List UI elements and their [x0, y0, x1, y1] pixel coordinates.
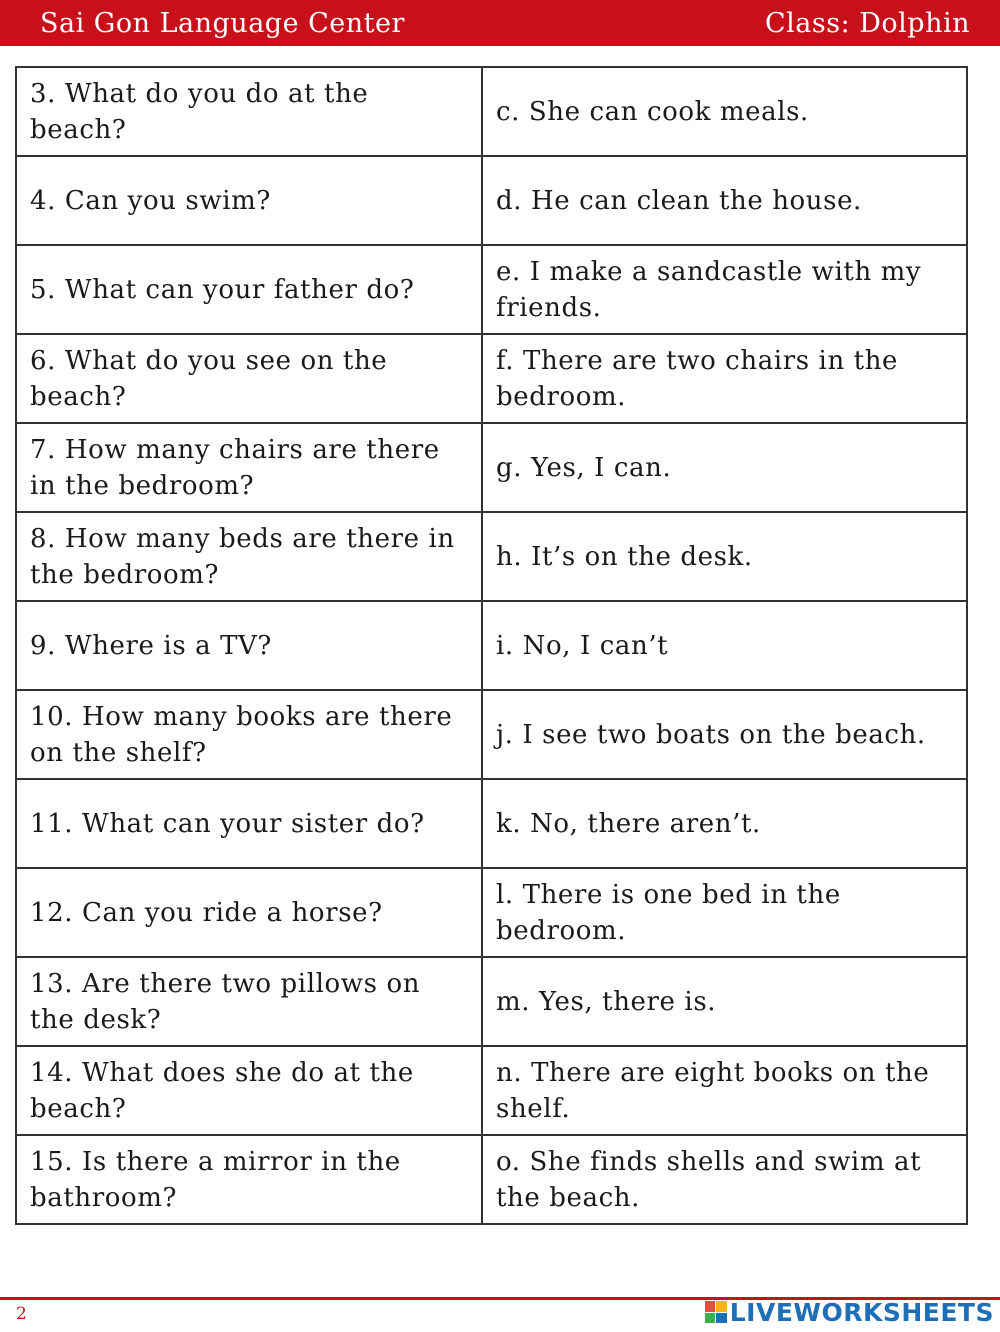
header-school-name: Sai Gon Language Center — [40, 7, 405, 39]
liveworksheets-logo — [705, 1297, 994, 1327]
table-row — [16, 1135, 967, 1224]
question-cell: 15. Is there a mirror in the bathroom? — [16, 1135, 482, 1224]
answer-cell: c. She can cook meals. — [482, 67, 967, 156]
page-number: 2 — [16, 1304, 27, 1324]
question-cell: 14. What does she do at the beach? — [16, 1046, 482, 1135]
table-row — [16, 690, 967, 779]
answer-cell: e. I make a sandcastle with my friends. — [482, 245, 967, 334]
table-row — [16, 1046, 967, 1135]
table-row — [16, 512, 967, 601]
answer-cell: o. She finds shells and swim at the beach. — [482, 1135, 967, 1224]
question-cell: 8. How many beds are there in the bedroom? — [16, 512, 482, 601]
table-row — [16, 67, 967, 156]
liveworksheets-logo-text: LIVEWORKSHEETS — [729, 1297, 994, 1327]
table-row — [16, 245, 967, 334]
page-header — [0, 0, 1000, 46]
table-row — [16, 779, 967, 868]
question-cell: 9. Where is a TV? — [16, 601, 482, 690]
table-row — [16, 334, 967, 423]
table-row — [16, 601, 967, 690]
question-cell: 5. What can your father do? — [16, 245, 482, 334]
question-cell: 6. What do you see on the beach? — [16, 334, 482, 423]
question-cell: 4. Can you swim? — [16, 156, 482, 245]
table-row — [16, 868, 967, 957]
answer-cell: g. Yes, I can. — [482, 423, 967, 512]
question-cell: 11. What can your sister do? — [16, 779, 482, 868]
answer-cell: l. There is one bed in the bedroom. — [482, 868, 967, 957]
answer-cell: k. No, there aren’t. — [482, 779, 967, 868]
question-cell: 7. How many chairs are there in the bedroom? — [16, 423, 482, 512]
question-cell: 13. Are there two pillows on the desk? — [16, 957, 482, 1046]
answer-cell: f. There are two chairs in the bedroom. — [482, 334, 967, 423]
header-class-name: Class: Dolphin — [764, 7, 970, 39]
question-cell: 3. What do you do at the beach? — [16, 67, 482, 156]
question-cell: 10. How many books are there on the shelf? — [16, 690, 482, 779]
matching-table-body — [16, 67, 967, 1224]
table-row — [16, 423, 967, 512]
table-row — [16, 957, 967, 1046]
answer-cell: j. I see two boats on the beach. — [482, 690, 967, 779]
answer-cell: h. It’s on the desk. — [482, 512, 967, 601]
answer-cell: n. There are eight books on the shelf. — [482, 1046, 967, 1135]
answer-cell: i. No, I can’t — [482, 601, 967, 690]
answer-cell: d. He can clean the house. — [482, 156, 967, 245]
table-row — [16, 156, 967, 245]
answer-cell: m. Yes, there is. — [482, 957, 967, 1046]
matching-table — [15, 66, 968, 1225]
question-cell: 12. Can you ride a horse? — [16, 868, 482, 957]
liveworksheets-logo-icon — [705, 1301, 727, 1323]
